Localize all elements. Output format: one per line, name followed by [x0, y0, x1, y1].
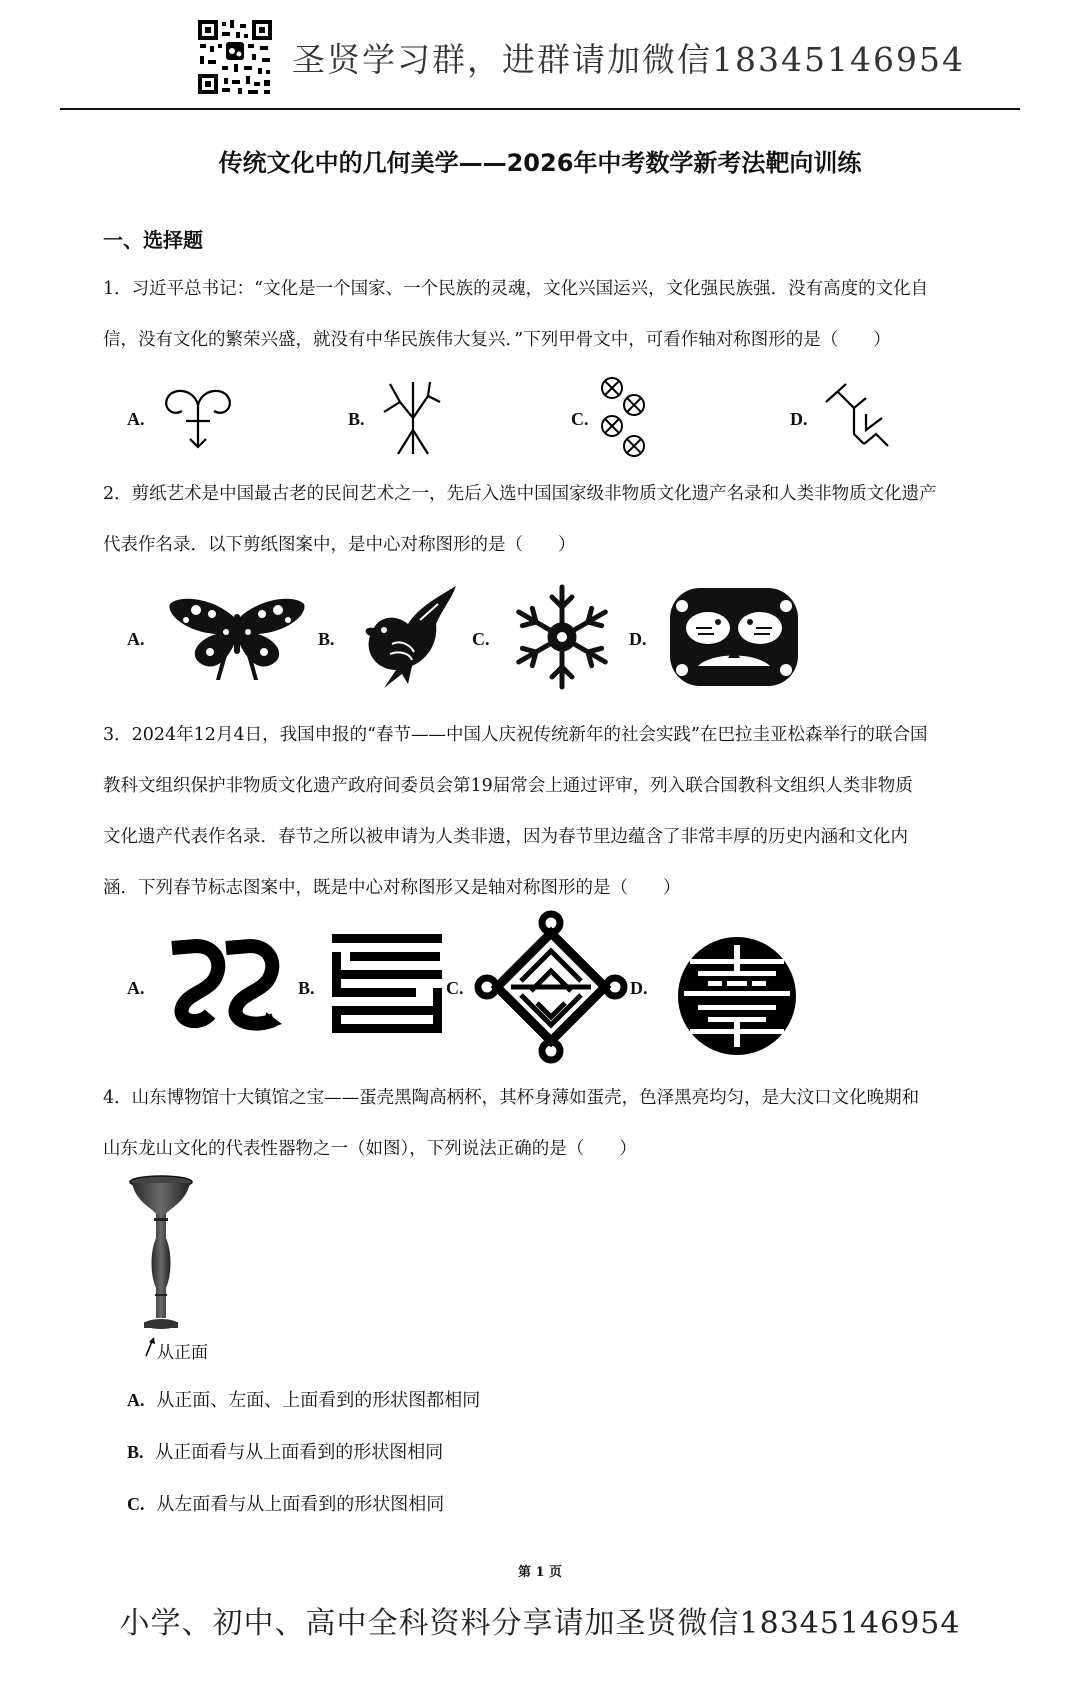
papercut-butterfly-icon	[166, 590, 308, 682]
q3-text-line4: 涵．下列春节标志图案中，既是中心对称图形又是轴对称图形的是（ ）	[103, 878, 681, 898]
q4-option-a[interactable]	[127, 1386, 480, 1412]
q1-option-b-label[interactable]: B.	[348, 409, 365, 429]
oracle-glyph-a-icon	[158, 385, 238, 453]
footer-wechat-text: 小学、初中、高中全科资料分享请加圣贤微信18345146954	[119, 1606, 961, 1641]
papercut-fish-icon	[668, 586, 800, 688]
page-title: 传统文化中的几何美学——2026年中考数学新考法靶向训练	[218, 149, 862, 177]
figure-caption: 从正面	[157, 1343, 208, 1363]
page-number: 第 1 页	[517, 1565, 563, 1580]
arrow-up-icon	[143, 1336, 157, 1358]
q1-option-d-label[interactable]: D.	[790, 409, 808, 429]
q4-text-line1: 4．山东博物馆十大镇馆之宝——蛋壳黑陶高柄杯，其杯身薄如蛋壳，色泽黑亮均匀，是大汶口文化晚期和	[103, 1088, 920, 1108]
q3-option-b-label[interactable]: B.	[298, 978, 315, 998]
q4-option-b-text: 从正面看与从上面看到的形状图相同	[155, 1442, 444, 1463]
page-header	[0, 0, 1080, 110]
q4-option-a-text: 从正面、左面、上面看到的形状图都相同	[156, 1390, 481, 1411]
q3-text-line2: 教科文组织保护非物质文化遗产政府间委员会第19届常会上通过评审，列入联合国教科文组织人类非物质	[103, 776, 913, 796]
q2-text-line2: 代表作名录．以下剪纸图案中，是中心对称图形的是（ ）	[103, 535, 576, 555]
q1-text-line2: 信，没有文化的繁荣兴盛，就没有中华民族伟大复兴．”下列甲骨文中，可看作轴对称图形的是（ ）	[103, 330, 891, 350]
q1-option-c-label[interactable]: C.	[571, 409, 589, 429]
q2-text-line1: 2．剪纸艺术是中国最古老的民间艺术之一，先后入选中国国家级非物质文化遗产名录和人类非物质文化遗产	[103, 484, 937, 504]
section-heading: 一、选择题	[103, 228, 203, 252]
q4-option-b-label: B.	[127, 1442, 144, 1462]
q3-text-line3: 文化遗产代表作名录．春节之所以被申请为人类非遗，因为春节里边蕴含了非常丰厚的历史内涵和文化内	[103, 827, 908, 847]
q3-text-line1: 3．2024年12月4日，我国申报的“春节——中国人庆祝传统新年的社会实践”在巴拉圭亚松森举行的联合国	[103, 725, 928, 745]
q1-text-line1: 1．习近平总书记：“文化是一个国家、一个民族的灵魂，文化兴国运兴，文化强民族强．没有高度的文化自	[103, 279, 929, 299]
papercut-swallow-icon	[356, 584, 466, 690]
header-wechat-text: 圣贤学习群，进群请加微信18345146954	[292, 40, 965, 79]
q1-option-a-label[interactable]: A.	[127, 409, 145, 429]
q2-option-d-label[interactable]: D.	[629, 629, 647, 649]
q3-option-a-label[interactable]: A.	[127, 978, 145, 998]
eggshell-pottery-cup-image	[126, 1174, 196, 1336]
q4-option-c-label: C.	[127, 1494, 145, 1514]
q2-option-b-label[interactable]: B.	[318, 629, 335, 649]
oracle-glyph-d-icon	[820, 378, 892, 456]
q4-text-line2: 山东龙山文化的代表性器物之一（如图），下列说法正确的是（ ）	[103, 1139, 637, 1159]
papercut-snowflake-icon	[504, 584, 620, 690]
q2-option-c-label[interactable]: C.	[472, 629, 490, 649]
oracle-glyph-c-icon	[598, 376, 652, 458]
spring-logo-fu-block-icon	[330, 932, 444, 1036]
spring-logo-swirl-icon	[166, 934, 286, 1034]
q4-option-c[interactable]	[127, 1490, 444, 1516]
header-divider	[60, 108, 1020, 110]
spring-logo-shou-circle-icon	[676, 935, 798, 1057]
spring-logo-knot-icon	[476, 914, 626, 1060]
q4-option-b[interactable]	[127, 1438, 443, 1464]
q3-option-c-label[interactable]: C.	[446, 978, 464, 998]
q4-option-a-label: A.	[127, 1390, 145, 1410]
qr-code-icon	[196, 18, 274, 96]
q3-option-d-label[interactable]: D.	[630, 978, 648, 998]
q4-option-c-text: 从左面看与从上面看到的形状图相同	[156, 1494, 445, 1515]
oracle-glyph-b-icon	[378, 378, 448, 456]
q2-option-a-label[interactable]: A.	[127, 629, 145, 649]
